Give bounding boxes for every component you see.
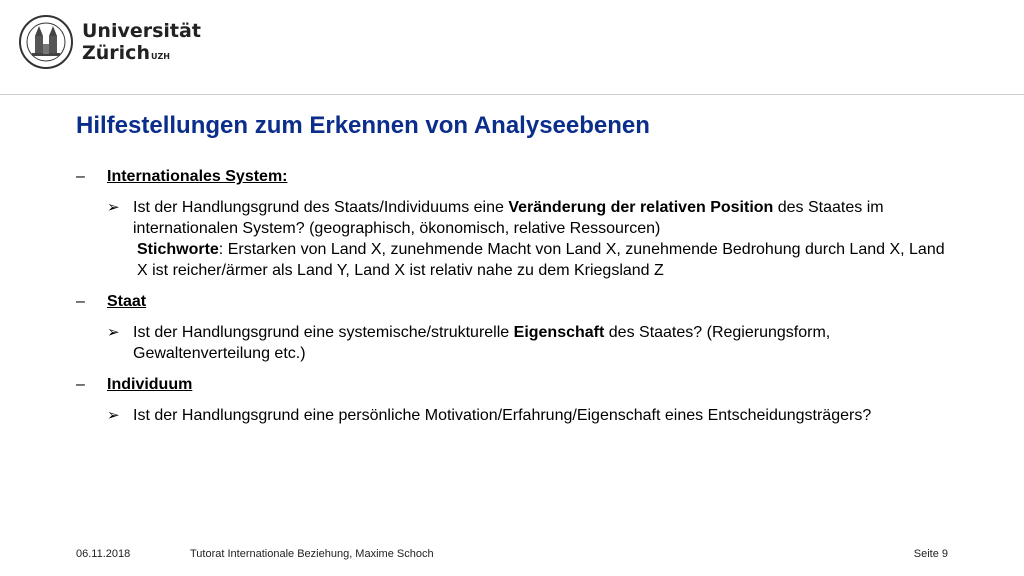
keywords-label: Stichworte — [137, 241, 219, 258]
university-name — [82, 20, 201, 64]
header-divider — [0, 94, 1024, 95]
dash-bullet: – — [76, 293, 85, 310]
section-individual — [76, 374, 956, 395]
arrow-bullet-icon: ➢ — [107, 407, 120, 424]
university-seal-icon — [18, 14, 74, 70]
university-name-line2: Zürich — [82, 42, 150, 64]
slide-title: Hilfestellungen zum Erkennen von Analyseebenen — [76, 112, 650, 139]
item-text: Ist der Handlungsgrund eine systemische/strukturelle — [133, 324, 514, 341]
section-label: Staat — [107, 293, 147, 310]
arrow-bullet-icon: ➢ — [107, 324, 120, 341]
keywords-line — [133, 239, 956, 281]
list-item — [76, 322, 956, 364]
section-international-system — [76, 166, 956, 187]
item-text: des Staates im internationalen System? (geographisch, ökonomisch, relative Ressourcen) — [133, 199, 884, 237]
section-label: Individuum — [107, 376, 193, 393]
item-text: des Staates? (Regierungsform, Gewaltenverteilung etc.) — [133, 324, 831, 362]
item-text: Ist der Handlungsgrund des Staats/Individuums eine — [133, 199, 509, 216]
keywords-text: : Erstarken von Land X, zunehmende Macht von Land X, zunehmende Bedrohung durch Land X, Land X ist reicher/ärmer als Land Y, Land X ist relativ nahe zu dem Kriegsland Z — [137, 241, 945, 279]
item-emphasis: Veränderung der relativen Position — [508, 199, 774, 216]
dash-bullet: – — [76, 376, 85, 393]
university-abbr: UZH — [150, 52, 170, 61]
footer-course: Tutorat Internationale Beziehung, Maxime Schoch — [190, 548, 434, 560]
list-item — [76, 197, 956, 281]
section-label: Internationales System: — [107, 168, 288, 185]
university-name-line1: Universität — [82, 20, 201, 42]
slide-content — [76, 166, 956, 436]
item-emphasis: Eigenschaft — [513, 324, 605, 341]
list-item — [76, 405, 956, 426]
university-logo[interactable] — [18, 14, 201, 72]
footer-date: 06.11.2018 — [76, 548, 131, 560]
item-text: Ist der Handlungsgrund eine persönliche Motivation/Erfahrung/Eigenschaft eines Entscheidungsträgers? — [133, 407, 872, 424]
section-state — [76, 291, 956, 312]
arrow-bullet-icon: ➢ — [107, 199, 120, 216]
footer-page-number: Seite 9 — [913, 548, 948, 560]
dash-bullet: – — [76, 168, 85, 185]
